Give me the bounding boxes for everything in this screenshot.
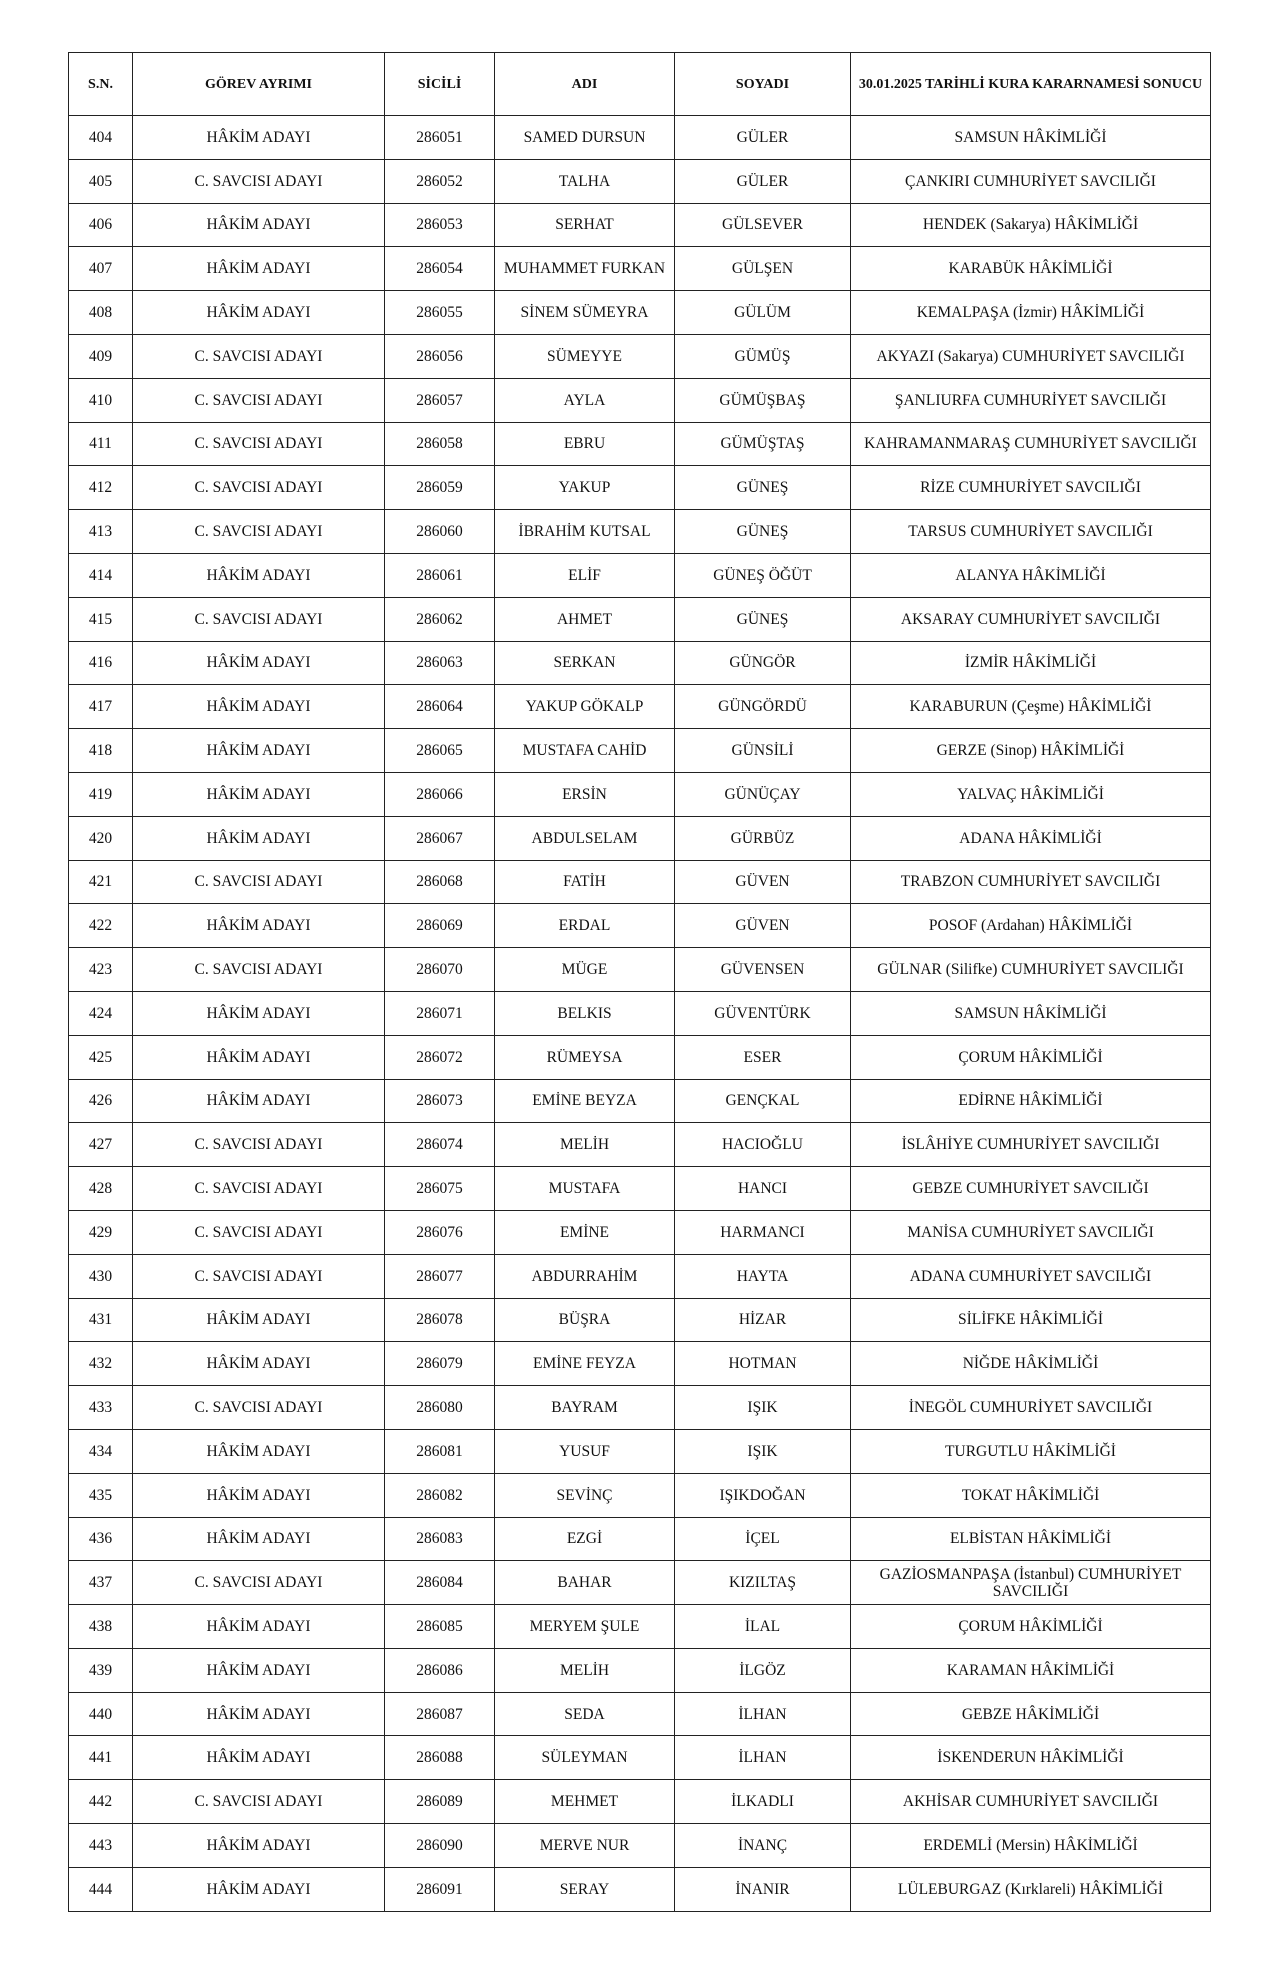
cell-kura-sonucu: ERDEMLİ (Mersin) HÂKİMLİĞİ <box>851 1824 1211 1868</box>
cell-kura-sonucu: EDİRNE HÂKİMLİĞİ <box>851 1079 1211 1123</box>
cell-sn: 424 <box>69 991 133 1035</box>
cell-kura-sonucu: GAZİOSMANPAŞA (İstanbul) CUMHURİYET SAVCILIĞI <box>851 1561 1211 1605</box>
cell-gorev-ayrimi: HÂKİM ADAYI <box>133 247 385 291</box>
cell-adi: RÜMEYSA <box>495 1035 675 1079</box>
cell-kura-sonucu: ADANA HÂKİMLİĞİ <box>851 816 1211 860</box>
cell-soyadi: GÜNEŞ <box>675 466 851 510</box>
table-row <box>69 948 1211 992</box>
header-row <box>69 53 1211 116</box>
cell-soyadi: İLHAN <box>675 1692 851 1736</box>
cell-adi: AYLA <box>495 378 675 422</box>
cell-soyadi: İNANÇ <box>675 1824 851 1868</box>
cell-adi: MÜGE <box>495 948 675 992</box>
cell-sicili: 286074 <box>385 1123 495 1167</box>
cell-sicili: 286053 <box>385 203 495 247</box>
cell-gorev-ayrimi: HÂKİM ADAYI <box>133 1342 385 1386</box>
cell-sn: 405 <box>69 159 133 203</box>
table-row <box>69 1517 1211 1561</box>
table-row <box>69 1035 1211 1079</box>
cell-sicili: 286068 <box>385 860 495 904</box>
cell-gorev-ayrimi: C. SAVCISI ADAYI <box>133 1561 385 1605</box>
table-row <box>69 466 1211 510</box>
cell-kura-sonucu: GÜLNAR (Silifke) CUMHURİYET SAVCILIĞI <box>851 948 1211 992</box>
cell-gorev-ayrimi: HÂKİM ADAYI <box>133 729 385 773</box>
cell-adi: SÜMEYYE <box>495 334 675 378</box>
cell-gorev-ayrimi: C. SAVCISI ADAYI <box>133 1210 385 1254</box>
cell-kura-sonucu: GEBZE HÂKİMLİĞİ <box>851 1692 1211 1736</box>
cell-soyadi: İLKADLI <box>675 1780 851 1824</box>
cell-adi: BÜŞRA <box>495 1298 675 1342</box>
cell-sn: 430 <box>69 1254 133 1298</box>
cell-sicili: 286063 <box>385 641 495 685</box>
cell-soyadi: GÜVENTÜRK <box>675 991 851 1035</box>
table-row <box>69 510 1211 554</box>
cell-gorev-ayrimi: HÂKİM ADAYI <box>133 904 385 948</box>
cell-adi: ABDURRAHİM <box>495 1254 675 1298</box>
cell-soyadi: İLGÖZ <box>675 1648 851 1692</box>
cell-kura-sonucu: ÇORUM HÂKİMLİĞİ <box>851 1035 1211 1079</box>
cell-soyadi: GÜNSİLİ <box>675 729 851 773</box>
cell-kura-sonucu: MANİSA CUMHURİYET SAVCILIĞI <box>851 1210 1211 1254</box>
cell-gorev-ayrimi: HÂKİM ADAYI <box>133 553 385 597</box>
cell-sicili: 286064 <box>385 685 495 729</box>
cell-sicili: 286062 <box>385 597 495 641</box>
cell-gorev-ayrimi: C. SAVCISI ADAYI <box>133 334 385 378</box>
cell-sicili: 286066 <box>385 772 495 816</box>
cell-sn: 411 <box>69 422 133 466</box>
table-row <box>69 1867 1211 1911</box>
cell-gorev-ayrimi: HÂKİM ADAYI <box>133 1605 385 1649</box>
cell-sicili: 286079 <box>385 1342 495 1386</box>
cell-gorev-ayrimi: HÂKİM ADAYI <box>133 1429 385 1473</box>
table-row <box>69 159 1211 203</box>
cell-kura-sonucu: SAMSUN HÂKİMLİĞİ <box>851 116 1211 160</box>
header-adi: ADI <box>495 53 675 116</box>
table-row <box>69 1342 1211 1386</box>
table-row <box>69 1298 1211 1342</box>
cell-soyadi: GÜVEN <box>675 860 851 904</box>
cell-adi: MUSTAFA CAHİD <box>495 729 675 773</box>
cell-soyadi: HİZAR <box>675 1298 851 1342</box>
cell-adi: SERHAT <box>495 203 675 247</box>
cell-soyadi: GÜVENSEN <box>675 948 851 992</box>
table-row <box>69 1386 1211 1430</box>
table-row <box>69 597 1211 641</box>
table-row <box>69 1167 1211 1211</box>
cell-soyadi: IŞIK <box>675 1429 851 1473</box>
header-kura-sonucu: 30.01.2025 TARİHLİ KURA KARARNAMESİ SONUCU <box>851 53 1211 116</box>
cell-soyadi: GÜLÜM <box>675 291 851 335</box>
cell-gorev-ayrimi: HÂKİM ADAYI <box>133 1517 385 1561</box>
table-row <box>69 729 1211 773</box>
cell-sn: 439 <box>69 1648 133 1692</box>
cell-soyadi: GÜNGÖR <box>675 641 851 685</box>
table-row <box>69 1692 1211 1736</box>
header-soyadi: SOYADI <box>675 53 851 116</box>
cell-kura-sonucu: ÇORUM HÂKİMLİĞİ <box>851 1605 1211 1649</box>
cell-soyadi: HANCI <box>675 1167 851 1211</box>
table-row <box>69 991 1211 1035</box>
table-row <box>69 641 1211 685</box>
cell-soyadi: GÜMÜŞ <box>675 334 851 378</box>
cell-kura-sonucu: GERZE (Sinop) HÂKİMLİĞİ <box>851 729 1211 773</box>
cell-sn: 438 <box>69 1605 133 1649</box>
cell-adi: ABDULSELAM <box>495 816 675 860</box>
header-gorev-ayrimi: GÖREV AYRIMI <box>133 53 385 116</box>
cell-adi: SERKAN <box>495 641 675 685</box>
cell-soyadi: İLHAN <box>675 1736 851 1780</box>
cell-soyadi: GÜLŞEN <box>675 247 851 291</box>
cell-sn: 440 <box>69 1692 133 1736</box>
assignment-table <box>68 52 1211 1912</box>
cell-kura-sonucu: ŞANLIURFA CUMHURİYET SAVCILIĞI <box>851 378 1211 422</box>
cell-adi: SEDA <box>495 1692 675 1736</box>
cell-sicili: 286077 <box>385 1254 495 1298</box>
cell-sicili: 286083 <box>385 1517 495 1561</box>
cell-sicili: 286080 <box>385 1386 495 1430</box>
cell-soyadi: ESER <box>675 1035 851 1079</box>
table-body <box>69 116 1211 1912</box>
cell-sicili: 286087 <box>385 1692 495 1736</box>
cell-kura-sonucu: ADANA CUMHURİYET SAVCILIĞI <box>851 1254 1211 1298</box>
cell-gorev-ayrimi: HÂKİM ADAYI <box>133 1867 385 1911</box>
cell-gorev-ayrimi: HÂKİM ADAYI <box>133 772 385 816</box>
cell-sicili: 286070 <box>385 948 495 992</box>
cell-gorev-ayrimi: C. SAVCISI ADAYI <box>133 1254 385 1298</box>
cell-kura-sonucu: POSOF (Ardahan) HÂKİMLİĞİ <box>851 904 1211 948</box>
cell-kura-sonucu: HENDEK (Sakarya) HÂKİMLİĞİ <box>851 203 1211 247</box>
cell-gorev-ayrimi: C. SAVCISI ADAYI <box>133 948 385 992</box>
cell-soyadi: KIZILTAŞ <box>675 1561 851 1605</box>
cell-soyadi: IŞIKDOĞAN <box>675 1473 851 1517</box>
cell-sn: 428 <box>69 1167 133 1211</box>
cell-adi: SERAY <box>495 1867 675 1911</box>
cell-kura-sonucu: RİZE CUMHURİYET SAVCILIĞI <box>851 466 1211 510</box>
cell-sn: 404 <box>69 116 133 160</box>
cell-sn: 413 <box>69 510 133 554</box>
cell-adi: FATİH <box>495 860 675 904</box>
cell-sn: 433 <box>69 1386 133 1430</box>
cell-sn: 417 <box>69 685 133 729</box>
cell-soyadi: İLAL <box>675 1605 851 1649</box>
cell-sicili: 286078 <box>385 1298 495 1342</box>
cell-adi: YAKUP <box>495 466 675 510</box>
cell-gorev-ayrimi: C. SAVCISI ADAYI <box>133 1780 385 1824</box>
cell-kura-sonucu: İNEGÖL CUMHURİYET SAVCILIĞI <box>851 1386 1211 1430</box>
cell-kura-sonucu: GEBZE CUMHURİYET SAVCILIĞI <box>851 1167 1211 1211</box>
cell-sicili: 286055 <box>385 291 495 335</box>
cell-sicili: 286056 <box>385 334 495 378</box>
table-row <box>69 904 1211 948</box>
cell-kura-sonucu: YALVAÇ HÂKİMLİĞİ <box>851 772 1211 816</box>
table-row <box>69 1210 1211 1254</box>
cell-gorev-ayrimi: HÂKİM ADAYI <box>133 116 385 160</box>
cell-gorev-ayrimi: C. SAVCISI ADAYI <box>133 597 385 641</box>
cell-sicili: 286054 <box>385 247 495 291</box>
cell-sn: 442 <box>69 1780 133 1824</box>
cell-kura-sonucu: ÇANKIRI CUMHURİYET SAVCILIĞI <box>851 159 1211 203</box>
cell-adi: ELİF <box>495 553 675 597</box>
table-row <box>69 1429 1211 1473</box>
cell-sn: 431 <box>69 1298 133 1342</box>
cell-soyadi: GÜNGÖRDÜ <box>675 685 851 729</box>
cell-soyadi: GÜNEŞ <box>675 597 851 641</box>
cell-gorev-ayrimi: C. SAVCISI ADAYI <box>133 1386 385 1430</box>
cell-gorev-ayrimi: HÂKİM ADAYI <box>133 1298 385 1342</box>
cell-soyadi: GÜVEN <box>675 904 851 948</box>
cell-gorev-ayrimi: HÂKİM ADAYI <box>133 641 385 685</box>
cell-soyadi: HARMANCI <box>675 1210 851 1254</box>
cell-kura-sonucu: AKHİSAR CUMHURİYET SAVCILIĞI <box>851 1780 1211 1824</box>
cell-sicili: 286082 <box>385 1473 495 1517</box>
cell-soyadi: IŞIK <box>675 1386 851 1430</box>
cell-sn: 422 <box>69 904 133 948</box>
cell-adi: BAHAR <box>495 1561 675 1605</box>
cell-sn: 419 <box>69 772 133 816</box>
cell-adi: BAYRAM <box>495 1386 675 1430</box>
cell-soyadi: GENÇKAL <box>675 1079 851 1123</box>
cell-gorev-ayrimi: C. SAVCISI ADAYI <box>133 422 385 466</box>
cell-adi: BELKIS <box>495 991 675 1035</box>
table-row <box>69 1561 1211 1605</box>
cell-kura-sonucu: ALANYA HÂKİMLİĞİ <box>851 553 1211 597</box>
cell-sn: 437 <box>69 1561 133 1605</box>
cell-sn: 426 <box>69 1079 133 1123</box>
cell-kura-sonucu: İSLÂHİYE CUMHURİYET SAVCILIĞI <box>851 1123 1211 1167</box>
table-row <box>69 291 1211 335</box>
cell-adi: AHMET <box>495 597 675 641</box>
cell-gorev-ayrimi: HÂKİM ADAYI <box>133 1692 385 1736</box>
header-sn: S.N. <box>69 53 133 116</box>
cell-soyadi: HAYTA <box>675 1254 851 1298</box>
cell-adi: EMİNE FEYZA <box>495 1342 675 1386</box>
cell-gorev-ayrimi: C. SAVCISI ADAYI <box>133 510 385 554</box>
table-row <box>69 334 1211 378</box>
cell-gorev-ayrimi: HÂKİM ADAYI <box>133 685 385 729</box>
cell-soyadi: GÜMÜŞBAŞ <box>675 378 851 422</box>
cell-kura-sonucu: İZMİR HÂKİMLİĞİ <box>851 641 1211 685</box>
cell-sn: 427 <box>69 1123 133 1167</box>
cell-sicili: 286073 <box>385 1079 495 1123</box>
cell-adi: MEHMET <box>495 1780 675 1824</box>
cell-adi: MELİH <box>495 1123 675 1167</box>
cell-sn: 429 <box>69 1210 133 1254</box>
cell-sn: 432 <box>69 1342 133 1386</box>
table-row <box>69 1123 1211 1167</box>
cell-adi: TALHA <box>495 159 675 203</box>
cell-kura-sonucu: KEMALPAŞA (İzmir) HÂKİMLİĞİ <box>851 291 1211 335</box>
cell-adi: SÜLEYMAN <box>495 1736 675 1780</box>
cell-soyadi: GÜNEŞ ÖĞÜT <box>675 553 851 597</box>
cell-adi: EBRU <box>495 422 675 466</box>
cell-sicili: 286090 <box>385 1824 495 1868</box>
cell-sn: 434 <box>69 1429 133 1473</box>
cell-soyadi: İÇEL <box>675 1517 851 1561</box>
cell-adi: MELİH <box>495 1648 675 1692</box>
cell-adi: ERSİN <box>495 772 675 816</box>
cell-adi: EMİNE <box>495 1210 675 1254</box>
cell-sicili: 286061 <box>385 553 495 597</box>
cell-sicili: 286052 <box>385 159 495 203</box>
table-header <box>69 53 1211 116</box>
cell-sn: 409 <box>69 334 133 378</box>
cell-soyadi: HACIOĞLU <box>675 1123 851 1167</box>
cell-sn: 407 <box>69 247 133 291</box>
cell-soyadi: İNANIR <box>675 1867 851 1911</box>
cell-sicili: 286069 <box>385 904 495 948</box>
cell-adi: EMİNE BEYZA <box>495 1079 675 1123</box>
cell-sn: 421 <box>69 860 133 904</box>
cell-gorev-ayrimi: HÂKİM ADAYI <box>133 991 385 1035</box>
cell-sn: 416 <box>69 641 133 685</box>
cell-soyadi: HOTMAN <box>675 1342 851 1386</box>
cell-adi: MUHAMMET FURKAN <box>495 247 675 291</box>
table-row <box>69 1079 1211 1123</box>
cell-adi: YUSUF <box>495 1429 675 1473</box>
cell-sn: 408 <box>69 291 133 335</box>
cell-kura-sonucu: KARAMAN HÂKİMLİĞİ <box>851 1648 1211 1692</box>
header-sicili: SİCİLİ <box>385 53 495 116</box>
cell-sn: 436 <box>69 1517 133 1561</box>
cell-sicili: 286067 <box>385 816 495 860</box>
table-row <box>69 422 1211 466</box>
cell-soyadi: GÜRBÜZ <box>675 816 851 860</box>
cell-sn: 420 <box>69 816 133 860</box>
cell-sicili: 286085 <box>385 1605 495 1649</box>
cell-adi: MERVE NUR <box>495 1824 675 1868</box>
cell-gorev-ayrimi: HÂKİM ADAYI <box>133 1824 385 1868</box>
cell-kura-sonucu: SİLİFKE HÂKİMLİĞİ <box>851 1298 1211 1342</box>
cell-sicili: 286058 <box>385 422 495 466</box>
cell-sicili: 286072 <box>385 1035 495 1079</box>
cell-adi: YAKUP GÖKALP <box>495 685 675 729</box>
cell-adi: EZGİ <box>495 1517 675 1561</box>
table-row <box>69 203 1211 247</box>
cell-gorev-ayrimi: HÂKİM ADAYI <box>133 1648 385 1692</box>
cell-gorev-ayrimi: C. SAVCISI ADAYI <box>133 466 385 510</box>
cell-kura-sonucu: TRABZON CUMHURİYET SAVCILIĞI <box>851 860 1211 904</box>
cell-sicili: 286051 <box>385 116 495 160</box>
cell-sn: 435 <box>69 1473 133 1517</box>
table-row <box>69 1254 1211 1298</box>
cell-gorev-ayrimi: C. SAVCISI ADAYI <box>133 860 385 904</box>
cell-sicili: 286089 <box>385 1780 495 1824</box>
cell-kura-sonucu: SAMSUN HÂKİMLİĞİ <box>851 991 1211 1035</box>
cell-gorev-ayrimi: C. SAVCISI ADAYI <box>133 1123 385 1167</box>
cell-kura-sonucu: TOKAT HÂKİMLİĞİ <box>851 1473 1211 1517</box>
cell-adi: SEVİNÇ <box>495 1473 675 1517</box>
cell-sicili: 286071 <box>385 991 495 1035</box>
cell-gorev-ayrimi: HÂKİM ADAYI <box>133 1079 385 1123</box>
cell-adi: MERYEM ŞULE <box>495 1605 675 1649</box>
cell-sn: 414 <box>69 553 133 597</box>
cell-sicili: 286086 <box>385 1648 495 1692</box>
cell-adi: İBRAHİM KUTSAL <box>495 510 675 554</box>
cell-sicili: 286060 <box>385 510 495 554</box>
cell-sn: 423 <box>69 948 133 992</box>
cell-gorev-ayrimi: HÂKİM ADAYI <box>133 816 385 860</box>
cell-soyadi: GÜMÜŞTAŞ <box>675 422 851 466</box>
cell-sn: 443 <box>69 1824 133 1868</box>
cell-kura-sonucu: AKYAZI (Sakarya) CUMHURİYET SAVCILIĞI <box>851 334 1211 378</box>
cell-kura-sonucu: KAHRAMANMARAŞ CUMHURİYET SAVCILIĞI <box>851 422 1211 466</box>
cell-gorev-ayrimi: HÂKİM ADAYI <box>133 1035 385 1079</box>
cell-gorev-ayrimi: C. SAVCISI ADAYI <box>133 1167 385 1211</box>
cell-gorev-ayrimi: HÂKİM ADAYI <box>133 1473 385 1517</box>
cell-kura-sonucu: TARSUS CUMHURİYET SAVCILIĞI <box>851 510 1211 554</box>
cell-kura-sonucu: KARABÜK HÂKİMLİĞİ <box>851 247 1211 291</box>
cell-sn: 444 <box>69 1867 133 1911</box>
cell-sicili: 286065 <box>385 729 495 773</box>
cell-sicili: 286084 <box>385 1561 495 1605</box>
table-row <box>69 685 1211 729</box>
cell-soyadi: GÜLSEVER <box>675 203 851 247</box>
cell-kura-sonucu: TURGUTLU HÂKİMLİĞİ <box>851 1429 1211 1473</box>
table-row <box>69 1648 1211 1692</box>
cell-sicili: 286088 <box>385 1736 495 1780</box>
table-row <box>69 116 1211 160</box>
cell-gorev-ayrimi: C. SAVCISI ADAYI <box>133 378 385 422</box>
cell-sicili: 286057 <box>385 378 495 422</box>
cell-gorev-ayrimi: HÂKİM ADAYI <box>133 1736 385 1780</box>
cell-adi: SAMED DURSUN <box>495 116 675 160</box>
cell-sicili: 286059 <box>385 466 495 510</box>
cell-sn: 415 <box>69 597 133 641</box>
cell-sn: 412 <box>69 466 133 510</box>
table-row <box>69 1473 1211 1517</box>
cell-kura-sonucu: ELBİSTAN HÂKİMLİĞİ <box>851 1517 1211 1561</box>
cell-sn: 406 <box>69 203 133 247</box>
cell-soyadi: GÜNEŞ <box>675 510 851 554</box>
cell-kura-sonucu: NİĞDE HÂKİMLİĞİ <box>851 1342 1211 1386</box>
table-row <box>69 1605 1211 1649</box>
table-row <box>69 860 1211 904</box>
table-row <box>69 378 1211 422</box>
table-row <box>69 1824 1211 1868</box>
table-row <box>69 772 1211 816</box>
table-row <box>69 816 1211 860</box>
cell-sn: 418 <box>69 729 133 773</box>
cell-adi: ERDAL <box>495 904 675 948</box>
cell-kura-sonucu: AKSARAY CUMHURİYET SAVCILIĞI <box>851 597 1211 641</box>
cell-sicili: 286081 <box>385 1429 495 1473</box>
cell-soyadi: GÜLER <box>675 159 851 203</box>
table-row <box>69 1736 1211 1780</box>
cell-kura-sonucu: KARABURUN (Çeşme) HÂKİMLİĞİ <box>851 685 1211 729</box>
table-row <box>69 1780 1211 1824</box>
table-row <box>69 247 1211 291</box>
cell-sicili: 286076 <box>385 1210 495 1254</box>
cell-gorev-ayrimi: HÂKİM ADAYI <box>133 291 385 335</box>
cell-kura-sonucu: İSKENDERUN HÂKİMLİĞİ <box>851 1736 1211 1780</box>
cell-sn: 441 <box>69 1736 133 1780</box>
cell-sicili: 286075 <box>385 1167 495 1211</box>
cell-sn: 410 <box>69 378 133 422</box>
table-row <box>69 553 1211 597</box>
cell-adi: SİNEM SÜMEYRA <box>495 291 675 335</box>
cell-soyadi: GÜLER <box>675 116 851 160</box>
cell-soyadi: GÜNÜÇAY <box>675 772 851 816</box>
cell-sicili: 286091 <box>385 1867 495 1911</box>
cell-kura-sonucu: LÜLEBURGAZ (Kırklareli) HÂKİMLİĞİ <box>851 1867 1211 1911</box>
cell-adi: MUSTAFA <box>495 1167 675 1211</box>
cell-sn: 425 <box>69 1035 133 1079</box>
cell-gorev-ayrimi: HÂKİM ADAYI <box>133 203 385 247</box>
cell-gorev-ayrimi: C. SAVCISI ADAYI <box>133 159 385 203</box>
